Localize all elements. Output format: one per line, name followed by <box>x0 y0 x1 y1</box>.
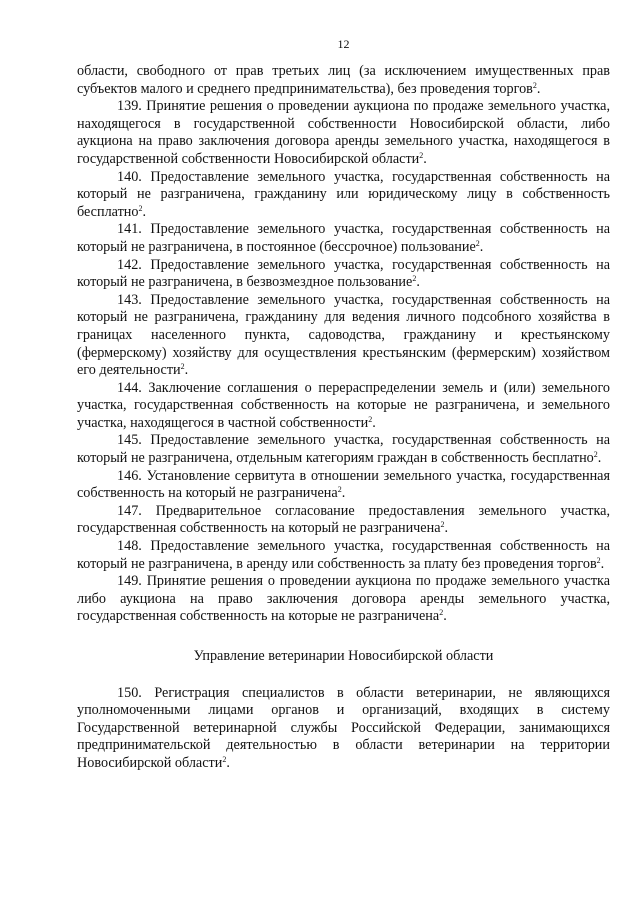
item-number: 144. <box>117 379 142 396</box>
item-text: Предоставление земельного участка, государственная собственность на который не разграничена, гражданину для ведения личного подсобного хозяйства в границах населенного пункта, садоводства, гражданину и крестьянскому (фермерскому) хозяйству для осуществления крестьянским (фермерским) хозяйством его деятельности <box>77 291 610 379</box>
paragraph-text: области, свободного от прав третьих лиц (за исключением имущественных прав субъектов малого и среднего предпринимательства), без проведения торгов <box>77 63 610 97</box>
item-number: 148. <box>117 538 142 555</box>
item-text: Принятие решения о проведении аукциона по продаже земельного участка либо аукциона на право заключения договора аренды земельного участка, государственная собственность на которые не разграничена <box>77 573 611 625</box>
list-item-143 <box>77 292 610 380</box>
item-text: Предоставление земельного участка, государственная собственность на который не разграничена, в постоянное (бессрочное) пользование <box>77 221 610 255</box>
item-number: 143. <box>117 291 142 308</box>
item-number: 142. <box>117 256 142 273</box>
item-end: . <box>479 238 484 255</box>
item-end: . <box>372 414 376 431</box>
footnote-ref: 2 <box>138 203 143 213</box>
item-end: . <box>341 485 346 502</box>
item-number: 139. <box>117 98 142 115</box>
item-number: 149. <box>117 573 142 590</box>
footnote-ref: 2 <box>180 362 185 372</box>
item-text: Регистрация специалистов в области ветеринарии, не являющихся уполномоченными лицами органов и организаций, входящих в систему Государственной ветеринарной службы Российской Федерации, занимающихся предпринимательской деятельностью в области ветеринарии на территории Новосибирской области <box>77 684 610 771</box>
item-text: Предоставление земельного участка, государственная собственность на который не разграничена, в аренду или собственность за плату без проведения торгов <box>77 538 610 572</box>
item-end: . <box>443 608 447 625</box>
item-end: . <box>597 450 602 467</box>
page-number: 12 <box>337 37 350 51</box>
item-end: . <box>142 203 147 220</box>
paragraph-end: . <box>536 80 541 97</box>
list-item-149 <box>77 573 610 626</box>
list-item-141 <box>77 221 610 256</box>
item-end: . <box>184 362 189 379</box>
item-number: 146. <box>117 467 142 484</box>
footnote-ref: 2 <box>532 80 537 90</box>
continuation-paragraph <box>77 63 610 98</box>
footnote-ref: 2 <box>337 485 342 495</box>
item-text: Предварительное согласование предоставления земельного участка, государственная собственность на который не разграничена <box>77 502 611 537</box>
footnote-ref: 2 <box>439 608 444 618</box>
item-end: . <box>444 520 449 537</box>
item-end: . <box>226 754 230 771</box>
list-item-142 <box>77 257 610 292</box>
item-number: 147. <box>117 502 142 519</box>
item-text: Предоставление земельного участка, государственная собственность на который не разграничена, отдельным категориям граждан в собственность бесплатно <box>77 432 610 467</box>
list-item-146 <box>77 468 610 503</box>
list-item-150 <box>77 685 610 773</box>
item-text: Принятие решения о проведении аукциона по продаже земельного участка, находящегося в государственной собственности Новосибирской области, либо аукциона на право заключения договора аренды земельного участка, находящегося в государственной собственности Новосибирской области <box>77 98 610 167</box>
item-text: Предоставление земельного участка, государственная собственность на который не разграничена, в безвозмездное пользование <box>77 256 610 291</box>
document-body <box>77 63 610 773</box>
footnote-ref: 2 <box>419 150 424 160</box>
list-item-139 <box>77 98 610 168</box>
footnote-ref: 2 <box>222 754 227 764</box>
item-number: 140. <box>117 168 142 185</box>
item-text: Заключение соглашения о перераспределении земель и (или) земельного участка, государственная собственность на которые не разграничена, и земельного участка, находящегося в частной собственности <box>77 379 610 431</box>
item-number: 150. <box>117 684 142 701</box>
list-item-145 <box>77 432 610 467</box>
item-number: 141. <box>117 221 142 238</box>
footnote-ref: 2 <box>440 520 445 530</box>
item-text: Предоставление земельного участка, государственная собственность на который не разграничена, гражданину или юридическому лицу в собственность бесплатно <box>77 168 610 220</box>
item-end: . <box>423 150 427 167</box>
item-text: Установление сервитута в отношении земельного участка, государственная собственность на который не разграничена <box>77 467 611 502</box>
item-number: 145. <box>117 432 142 449</box>
section-heading: Управление ветеринарии Новосибирской области <box>193 648 494 664</box>
item-end: . <box>600 555 605 572</box>
item-end: . <box>416 274 420 291</box>
list-item-148 <box>77 538 610 573</box>
list-item-140 <box>77 169 610 222</box>
footnote-ref: 2 <box>596 555 601 565</box>
footnote-ref: 2 <box>412 274 417 284</box>
footnote-ref: 2 <box>475 238 480 248</box>
list-item-147 <box>77 503 610 538</box>
footnote-ref: 2 <box>368 414 373 424</box>
list-item-144 <box>77 380 610 433</box>
footnote-ref: 2 <box>593 450 598 460</box>
